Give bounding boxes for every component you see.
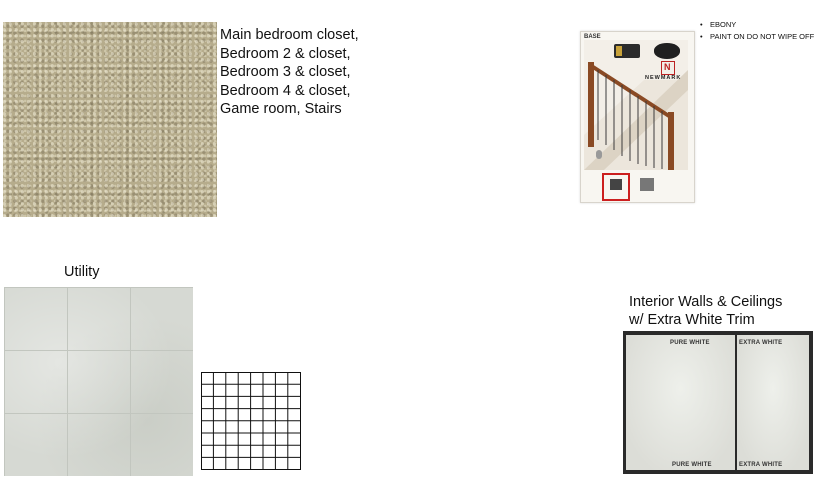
brand-logo-icon [654, 43, 680, 59]
mosaic-tile-grid-image [201, 372, 301, 470]
board-base-label: BASE [584, 34, 601, 40]
newmark-brand-text: NEWMARK [645, 75, 682, 81]
carpet-sample-image [3, 22, 217, 217]
stair-note-item: • PAINT ON DO NOT WIPE OFF [698, 31, 814, 43]
extra-white-panel [737, 335, 809, 470]
carpet-room-line: Bedroom 2 & closet, [220, 45, 351, 62]
carpet-room-line: Bedroom 3 & closet, [220, 64, 351, 80]
pure-white-label-top: PURE WHITE [670, 340, 710, 346]
utility-floor-tile-image [4, 287, 193, 476]
paint-sample-board [623, 331, 813, 474]
extra-white-label-bottom: EXTRA WHITE [739, 462, 783, 468]
pure-white-panel [626, 335, 735, 470]
carpet-rooms-label [220, 26, 359, 119]
stair-finish-notes [698, 19, 814, 43]
newmark-logo-icon: N [661, 61, 675, 75]
walls-paint-label [629, 293, 782, 329]
carpet-room-line: Bedroom 4 & closet, [220, 82, 351, 99]
utility-title: Utility [64, 264, 100, 280]
stair-note-item: • EBONY [698, 19, 814, 31]
gray-stain-swatch [640, 178, 654, 191]
extra-white-label-top: EXTRA WHITE [739, 340, 783, 346]
ebony-swatch-selected [602, 173, 630, 201]
builder-logo-icon [614, 44, 640, 58]
staircase-photo [584, 40, 688, 170]
walls-label-line: Interior Walls & Ceilings [629, 294, 783, 310]
stair-color-board [580, 31, 695, 203]
pure-white-label-bottom: PURE WHITE [672, 462, 712, 468]
walls-label-line: w/ Extra White Trim [629, 312, 755, 328]
carpet-room-line: Main bedroom closet, [220, 27, 359, 43]
carpet-room-line: Game room, Stairs [220, 101, 342, 117]
